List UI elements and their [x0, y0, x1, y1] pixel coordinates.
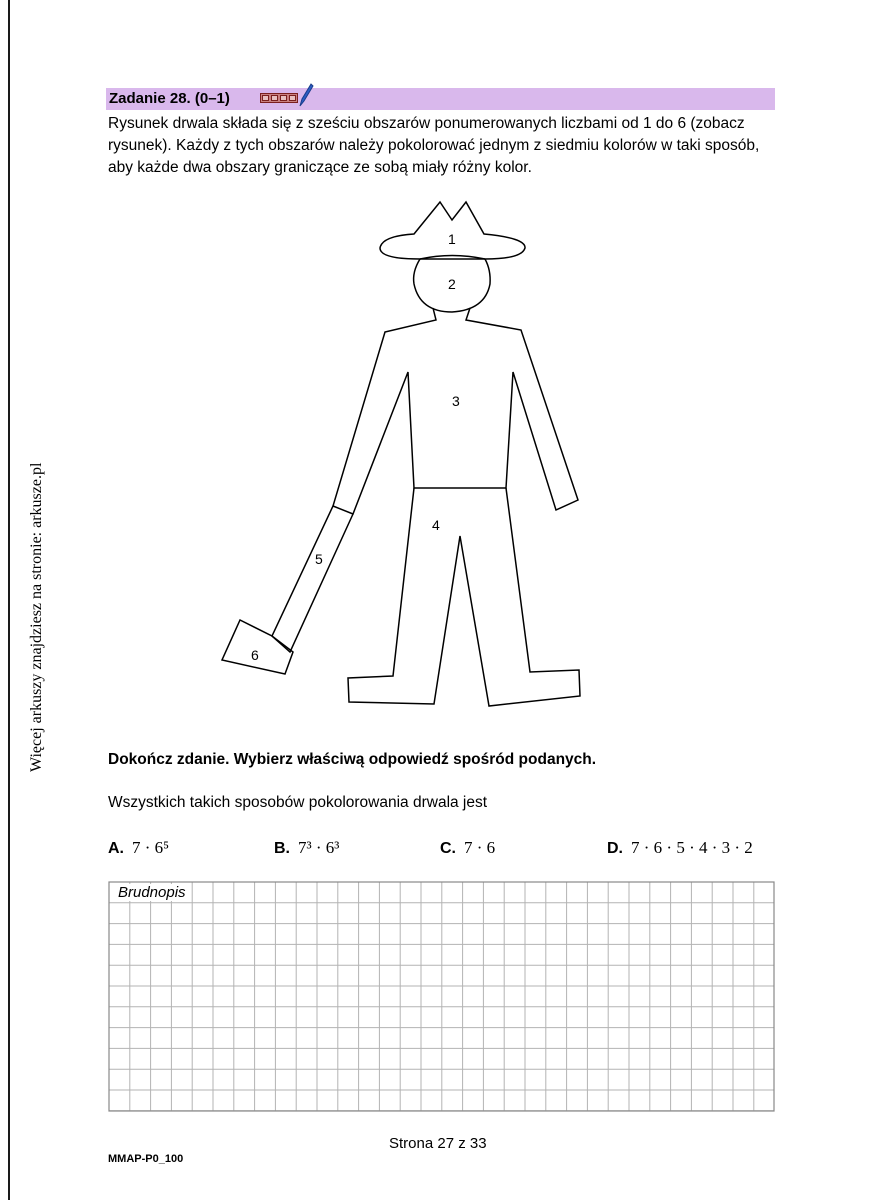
region-label-2: 2: [448, 276, 456, 292]
region-label-4: 4: [432, 517, 440, 533]
answer-letter: D.: [607, 840, 623, 857]
answer-text: 7³ · 6³: [298, 838, 340, 857]
answer-letter: A.: [108, 840, 124, 857]
region-4-legs: [348, 488, 580, 706]
region-5-handle: [272, 506, 353, 652]
answer-c[interactable]: [440, 838, 495, 858]
answer-text: 7 · 6: [464, 838, 496, 857]
answer-a[interactable]: [108, 838, 169, 858]
region-label-3: 3: [452, 393, 460, 409]
answer-text: 7 · 6⁵: [132, 838, 170, 857]
region-3-torso: [333, 308, 578, 514]
region-label-6: 6: [251, 647, 259, 663]
region-label-5: 5: [315, 551, 323, 567]
instruction: Dokończ zdanie. Wybierz właściwą odpowiedź spośród podanych.: [108, 751, 597, 768]
region-label-1: 1: [448, 231, 456, 247]
answer-b[interactable]: [274, 838, 339, 858]
draft-label: Brudnopis: [118, 884, 190, 901]
answer-letter: B.: [274, 840, 290, 857]
question: Wszystkich takich sposobów pokolorowania drwala jest: [108, 794, 488, 811]
task-statement: Rysunek drwala składa się z sześciu obszarów ponumerowanych liczbami od 1 do 6 (zobacz rysunek). Każdy z tych obszarów należy pokolorować jednym z siedmiu kolorów w taki sposób, aby każde dwa obszary graniczące ze sobą miały różny kolor.: [108, 115, 760, 176]
exam-code: MMAP-P0_100: [108, 1153, 184, 1165]
draft-grid[interactable]: [108, 881, 775, 1112]
answer-d[interactable]: [607, 838, 753, 858]
task-title: Zadanie 28. (0–1): [109, 90, 230, 107]
answer-letter: C.: [440, 840, 456, 857]
page-number: Strona 27 z 33: [389, 1135, 487, 1152]
answer-text: 7 · 6 · 5 · 4 · 3 · 2: [631, 838, 753, 857]
side-watermark-text: Więcej arkuszy znajdziesz na stronie: arkusze.pl: [28, 462, 45, 772]
